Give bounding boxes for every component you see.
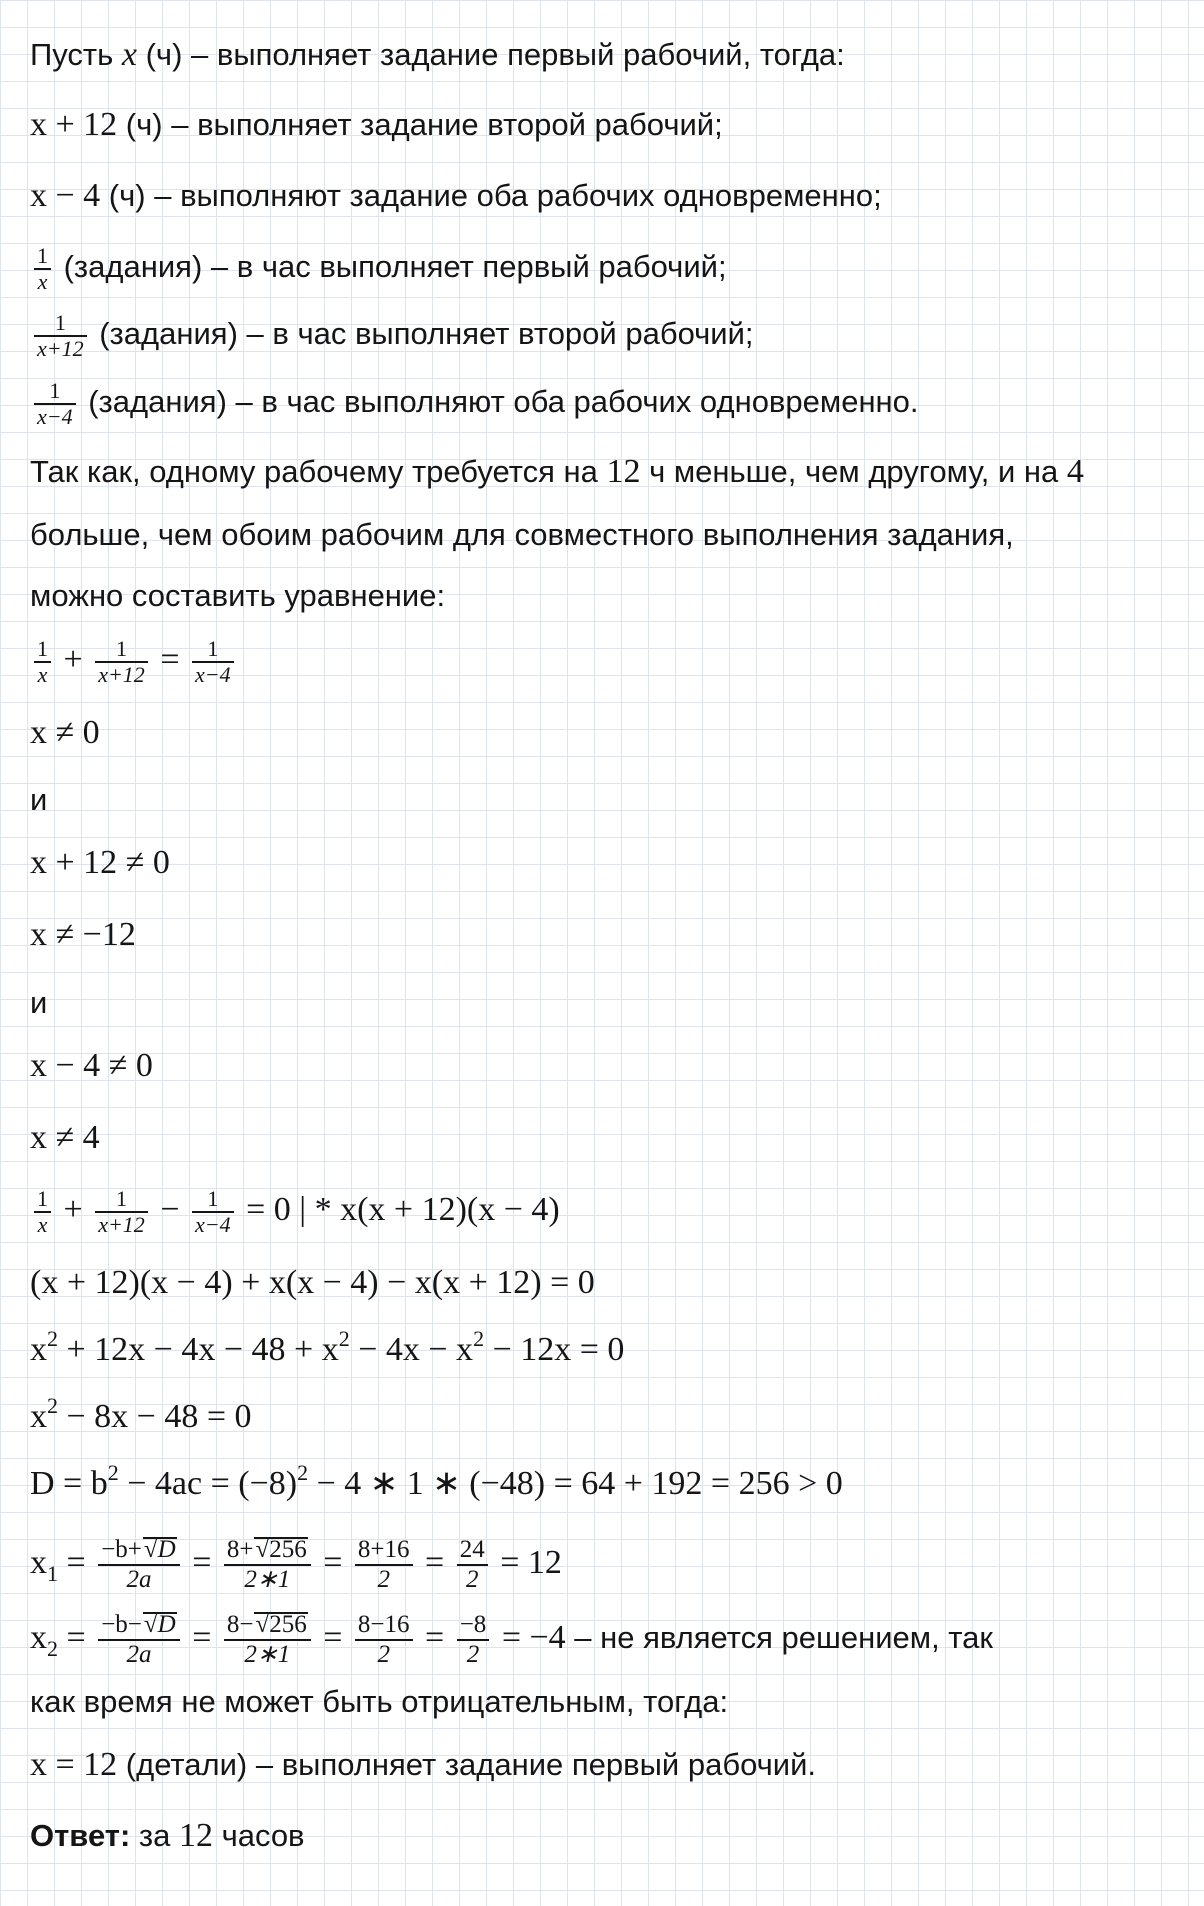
equation (30, 1046, 153, 1086)
numerator: 1 (34, 244, 51, 270)
numerator: 8−16 (355, 1611, 413, 1641)
math: − 12x = 0 (484, 1331, 625, 1368)
denominator: x+12 (98, 662, 145, 687)
denominator: 2 (377, 1641, 390, 1668)
fraction (355, 1611, 413, 1669)
math: 12 (178, 1817, 213, 1854)
denominator: 2 (377, 1566, 390, 1593)
math: D = b (30, 1465, 108, 1502)
fraction (95, 1187, 148, 1237)
math: x ≠ 0 (30, 714, 100, 751)
equation (30, 713, 100, 753)
numerator: 24 (457, 1536, 488, 1566)
text: (ч) – выполняют задание оба рабочих одновременно; (100, 178, 882, 213)
operator: − (160, 1190, 180, 1228)
text: (детали) – выполняет задание первый рабочий. (117, 1747, 817, 1782)
math: x ≠ −12 (30, 916, 136, 953)
text: (задания) – в час выполняют оба рабочих одновременно. (79, 384, 919, 420)
fraction (224, 1611, 311, 1669)
fraction (98, 1536, 180, 1594)
text: (ч) – выполняет задание второй рабочий; (117, 107, 723, 142)
math: x + 12 ≠ 0 (30, 844, 170, 881)
exponent: 2 (297, 1460, 309, 1485)
equation (30, 1263, 595, 1303)
numerator: 8− (226, 1611, 254, 1638)
numerator: −b+ (101, 1536, 142, 1563)
text: (ч) – выполняет задание первый рабочий, тогда: (137, 37, 845, 72)
subscript: 2 (47, 1635, 58, 1661)
fraction (34, 244, 51, 294)
fraction (98, 1611, 180, 1669)
text: (задания) – в час выполняет первый рабочий; (55, 249, 727, 285)
numerator: 1 (192, 637, 234, 663)
denominator: x+12 (37, 336, 84, 361)
fraction (192, 1187, 234, 1237)
operator: + (63, 1190, 83, 1228)
equation (30, 843, 170, 883)
math: − 4ac = (−8) (118, 1465, 298, 1502)
radicand: 256 (269, 1611, 307, 1638)
numerator: −b− (101, 1611, 142, 1638)
numerator: 1 (192, 1187, 234, 1213)
math: = 12 (500, 1543, 562, 1581)
equation (30, 1326, 625, 1370)
equation: $x_1$ = $\frac{-b+√D}{2a}$ = $\frac{8+√256}{2∗1}$ = $\frac{8+16}{2}$ = $\frac{24}{2}$ = 12 (30, 1536, 562, 1593)
exponent: 2 (338, 1326, 350, 1351)
text-line (30, 244, 727, 294)
math: x − 4 (30, 177, 101, 214)
text: и (30, 985, 48, 1020)
equation (30, 637, 238, 687)
equation: $x_2$ = $\frac{-b-√D}{2a}$ = $\frac{8-√256}{2∗1}$ = $\frac{8-16}{2}$ = $\frac{-8}{2}$ = −4 – не является решением, так (30, 1611, 993, 1668)
numerator: −8 (457, 1611, 490, 1641)
numerator: 8+16 (355, 1536, 413, 1566)
operator: = (58, 1618, 95, 1656)
text: Пусть (30, 37, 122, 72)
equation (30, 915, 136, 955)
text-line (30, 576, 445, 616)
sqrt: √D (143, 1611, 176, 1638)
denominator: 2∗1 (244, 1566, 291, 1593)
text-line (30, 105, 723, 145)
text-line (30, 176, 882, 216)
radicand: D (157, 1536, 176, 1563)
text: и (30, 782, 48, 817)
math: x + 12 (30, 106, 118, 143)
math: 12 (606, 453, 641, 490)
text: – не является решением, так (565, 1619, 993, 1655)
answer-line (30, 1816, 305, 1856)
fraction (34, 379, 76, 429)
denominator: 2 (466, 1641, 480, 1668)
text-line (30, 35, 845, 75)
denominator: x (37, 1212, 48, 1237)
denominator: x+12 (98, 1212, 145, 1237)
numerator: 1 (34, 1187, 51, 1213)
fraction (34, 311, 87, 361)
numerator: 8+ (226, 1536, 254, 1563)
denominator: x (37, 269, 48, 294)
math: − 4 ∗ 1 ∗ (−48) = 64 + 192 = 256 > 0 (308, 1465, 843, 1502)
fraction (457, 1536, 488, 1594)
text: как время не может быть отрицательным, тогда: (30, 1684, 729, 1719)
sqrt: √D (143, 1536, 176, 1563)
text-line (30, 1745, 816, 1785)
math: 4 (1066, 453, 1084, 490)
text: за (130, 1818, 179, 1853)
text-line (30, 452, 1084, 492)
numerator: 1 (34, 379, 76, 405)
text-line (30, 780, 47, 820)
equation (30, 1187, 560, 1237)
equation (30, 1393, 252, 1437)
denominator: 2 (465, 1566, 479, 1593)
text: можно составить уравнение: (30, 578, 446, 613)
exponent: 2 (47, 1326, 58, 1351)
math: − 8x − 48 = 0 (58, 1398, 252, 1435)
math: x (30, 1543, 47, 1581)
math: x − 4 ≠ 0 (30, 1047, 153, 1084)
equation (30, 1460, 843, 1504)
denominator: x−4 (195, 662, 231, 687)
radicand: 256 (269, 1536, 307, 1563)
numerator: 1 (34, 637, 51, 663)
math: − 4x − x (349, 1331, 474, 1368)
denominator: 2∗1 (244, 1641, 291, 1668)
denominator: x−4 (37, 404, 73, 429)
operator: = (160, 640, 180, 678)
math: + 12x − 4x − 48 + x (58, 1331, 339, 1368)
math: x ≠ 4 (30, 1119, 100, 1156)
fraction (95, 637, 148, 687)
fraction (34, 637, 51, 687)
text: больше, чем обоим рабочим для совместного выполнения задания, (30, 517, 1014, 552)
sqrt: √256 (255, 1611, 307, 1638)
text-line (30, 515, 1014, 555)
operator: + (63, 640, 83, 678)
text-line (30, 379, 919, 429)
math: x (30, 1398, 47, 1435)
fraction (192, 637, 234, 687)
fraction (34, 1187, 51, 1237)
math: = 0 | * x(x + 12)(x − 4) (246, 1190, 560, 1228)
subscript: 1 (47, 1560, 58, 1586)
text-line (30, 311, 754, 361)
denominator: x (37, 662, 48, 687)
exponent: 2 (107, 1460, 119, 1485)
math: x (121, 36, 137, 73)
math: x = 12 (30, 1746, 118, 1783)
text: ч меньше, чем другому, и на (640, 454, 1067, 489)
denominator: 2a (126, 1641, 152, 1668)
numerator: 1 (95, 1187, 148, 1213)
equation (30, 1118, 100, 1158)
text-line (30, 983, 47, 1023)
math: x (30, 1618, 47, 1656)
numerator: 1 (34, 311, 87, 337)
sqrt: √256 (255, 1536, 307, 1563)
text: (задания) – в час выполняет второй рабочий; (90, 316, 754, 352)
math: (x + 12)(x − 4) + x(x − 4) − x(x + 12) = 0 (30, 1264, 595, 1301)
exponent: 2 (47, 1393, 58, 1418)
exponent: 2 (473, 1326, 485, 1351)
radicand: D (157, 1611, 176, 1638)
answer-label: Ответ: (30, 1818, 131, 1853)
denominator: x−4 (195, 1212, 231, 1237)
text: Так как, одному рабочему требуется на (30, 454, 607, 489)
denominator: 2a (126, 1566, 152, 1593)
numerator: 1 (95, 637, 148, 663)
operator: = (58, 1543, 95, 1581)
fraction (457, 1611, 490, 1669)
text-line (30, 1682, 728, 1722)
math: = −4 (501, 1618, 566, 1656)
fraction (355, 1536, 413, 1594)
fraction (224, 1536, 311, 1594)
math: x (30, 1331, 47, 1368)
text: часов (212, 1818, 305, 1853)
